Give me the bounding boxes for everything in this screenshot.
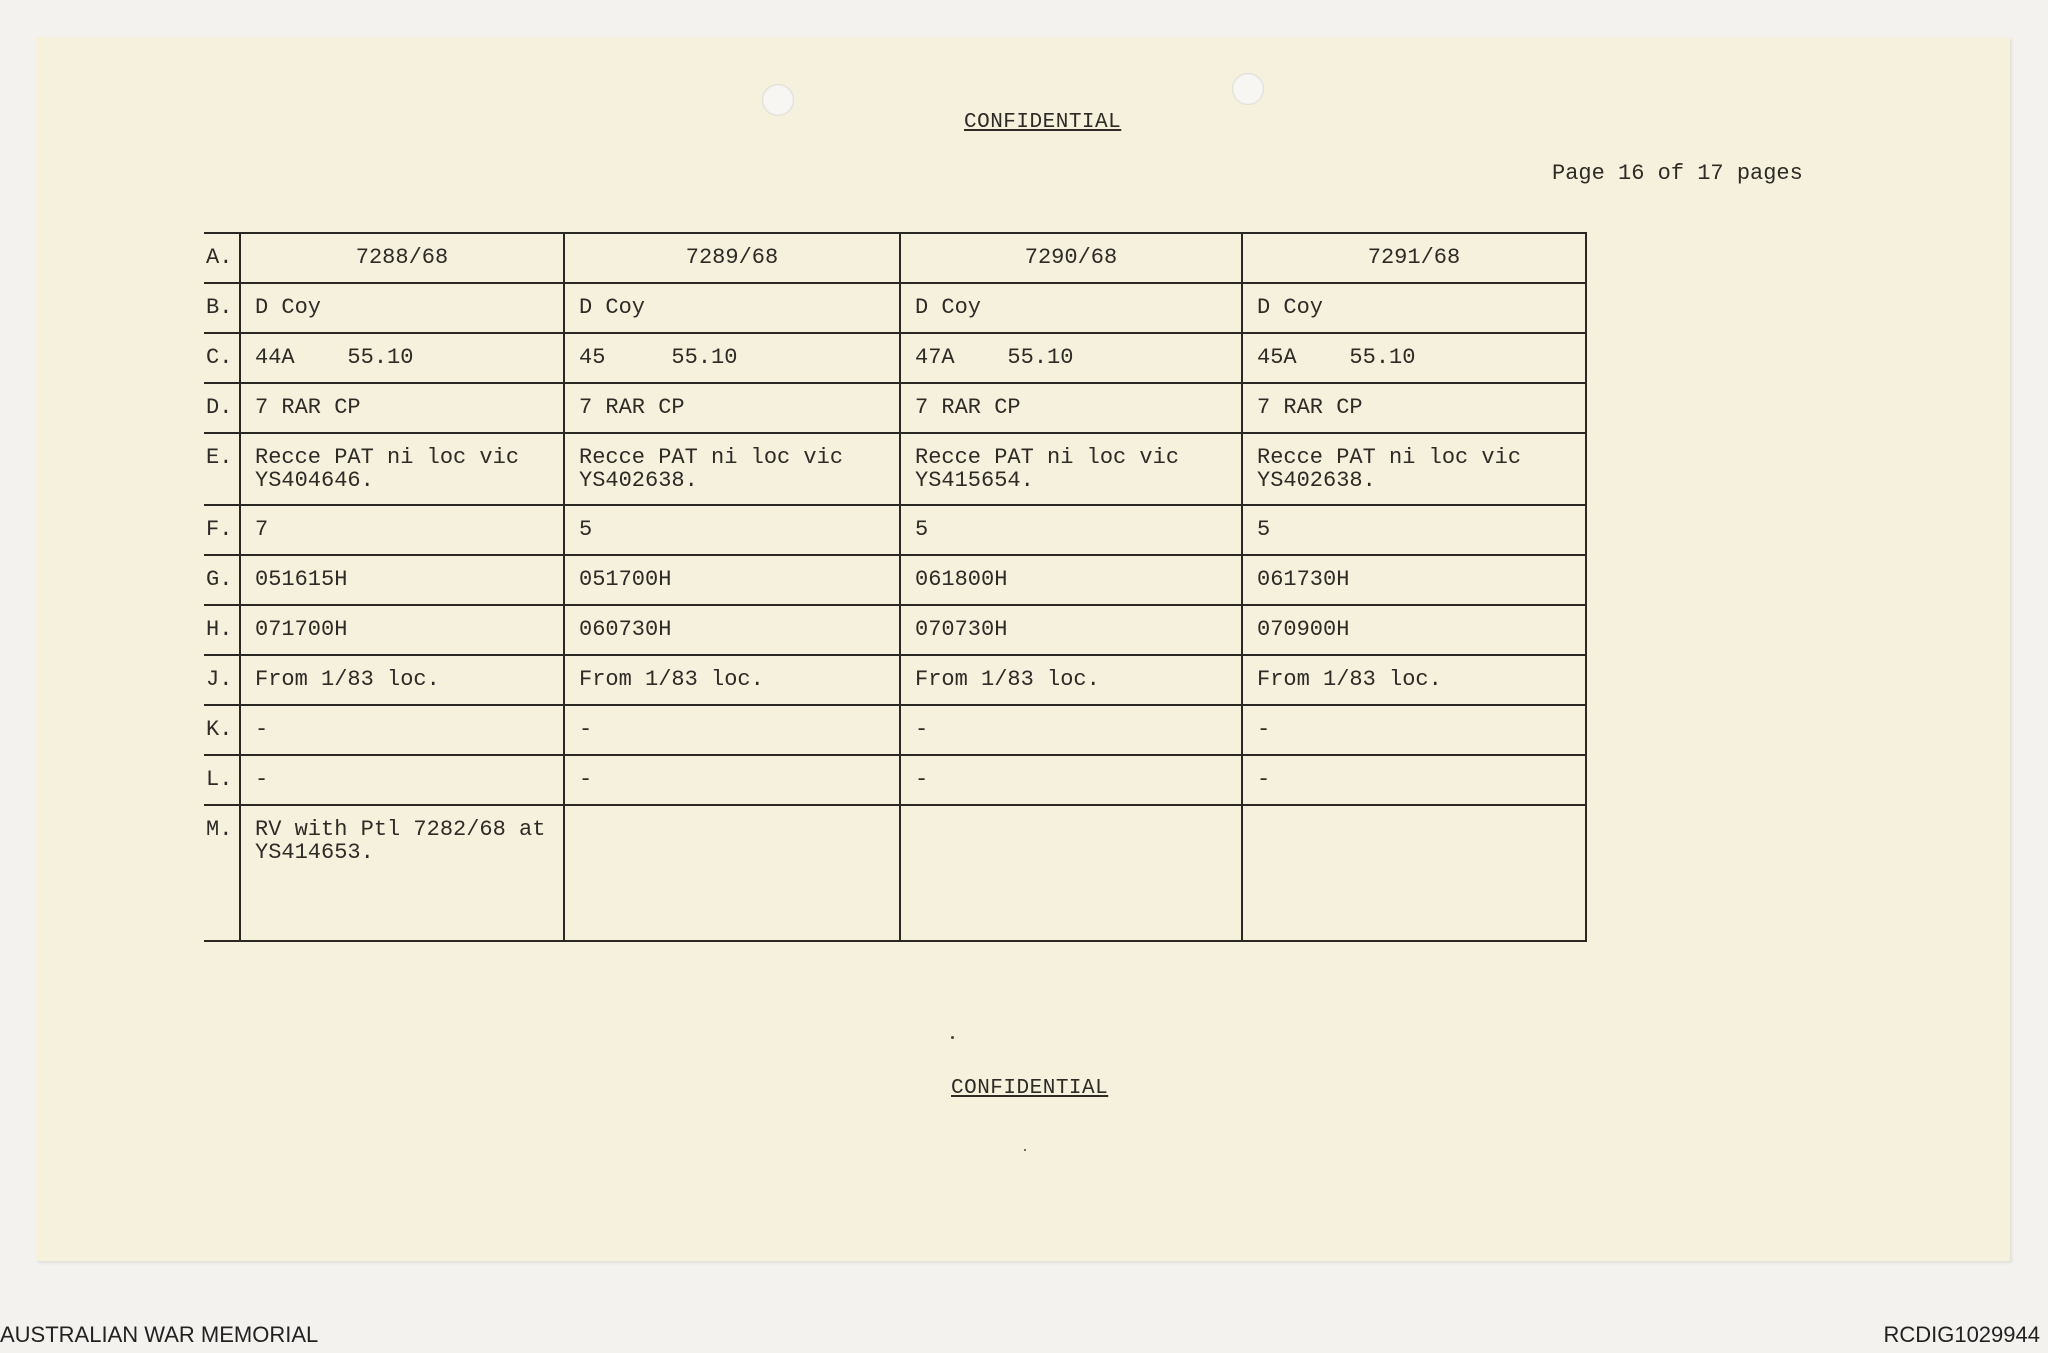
table-cell: 7 RAR CP <box>240 383 564 433</box>
table-cell: - <box>900 755 1242 805</box>
credit-left: AUSTRALIAN WAR MEMORIAL <box>0 1322 319 1347</box>
confidential-header: CONFIDENTIAL <box>964 111 1122 134</box>
table-cell: - <box>564 705 900 755</box>
row-label: K. <box>204 705 240 755</box>
table-row <box>204 433 1586 505</box>
table-cell: - <box>900 705 1242 755</box>
table-cell: 061730H <box>1242 555 1586 605</box>
table-cell: From 1/83 loc. <box>240 655 564 705</box>
table-row <box>204 283 1586 333</box>
table-row <box>204 383 1586 433</box>
row-label: A. <box>204 233 240 283</box>
row-label: L. <box>204 755 240 805</box>
row-label: E. <box>204 433 240 505</box>
table-row <box>204 655 1586 705</box>
table-row <box>204 333 1586 383</box>
table-cell: Recce PAT ni loc vic YS404646. <box>240 433 564 505</box>
table-cell: 061800H <box>900 555 1242 605</box>
patrol-number-cell: 7289/68 <box>564 233 900 283</box>
table-cell: - <box>240 755 564 805</box>
table-row <box>204 605 1586 655</box>
table-cell: 5 <box>564 505 900 555</box>
table-cell: 45 55.10 <box>564 333 900 383</box>
patrol-table <box>204 232 1587 942</box>
row-label: M. <box>204 805 240 941</box>
row-label: G. <box>204 555 240 605</box>
row-label: F. <box>204 505 240 555</box>
table-cell: - <box>240 705 564 755</box>
table-cell: 070730H <box>900 605 1242 655</box>
table-row <box>204 705 1586 755</box>
table-cell: 7 RAR CP <box>564 383 900 433</box>
table-cell: From 1/83 loc. <box>564 655 900 705</box>
table-cell: 060730H <box>564 605 900 655</box>
table-cell: 45A 55.10 <box>1242 333 1586 383</box>
ink-speck <box>1024 1149 1026 1151</box>
table-cell: From 1/83 loc. <box>900 655 1242 705</box>
table-cell <box>1242 805 1586 941</box>
ink-speck <box>951 1036 954 1039</box>
table-cell: Recce PAT ni loc vic YS402638. <box>564 433 900 505</box>
table-cell: 7 <box>240 505 564 555</box>
table-row <box>204 233 1586 283</box>
punch-hole-right <box>1232 73 1264 105</box>
table-row <box>204 805 1586 941</box>
table-cell: 7 RAR CP <box>1242 383 1586 433</box>
table-cell <box>900 805 1242 941</box>
table-row <box>204 755 1586 805</box>
credit-right: RCDIG1029944 <box>1883 1322 2040 1347</box>
table-cell: D Coy <box>240 283 564 333</box>
table-cell: Recce PAT ni loc vic YS402638. <box>1242 433 1586 505</box>
patrol-number-cell: 7288/68 <box>240 233 564 283</box>
confidential-footer: CONFIDENTIAL <box>951 1077 1109 1100</box>
table-cell: D Coy <box>564 283 900 333</box>
table-cell <box>564 805 900 941</box>
table-cell: - <box>1242 705 1586 755</box>
row-label: D. <box>204 383 240 433</box>
table-cell: 44A 55.10 <box>240 333 564 383</box>
table-cell: 7 RAR CP <box>900 383 1242 433</box>
row-label: J. <box>204 655 240 705</box>
table-cell: 070900H <box>1242 605 1586 655</box>
table-cell: 47A 55.10 <box>900 333 1242 383</box>
table-cell: D Coy <box>1242 283 1586 333</box>
table-row <box>204 505 1586 555</box>
table-row <box>204 555 1586 605</box>
table-cell: 051615H <box>240 555 564 605</box>
patrol-number-cell: 7290/68 <box>900 233 1242 283</box>
punch-hole-left <box>762 84 794 116</box>
table-cell: From 1/83 loc. <box>1242 655 1586 705</box>
table-cell: 5 <box>1242 505 1586 555</box>
row-label: B. <box>204 283 240 333</box>
table-cell: 051700H <box>564 555 900 605</box>
table-cell: D Coy <box>900 283 1242 333</box>
row-label: C. <box>204 333 240 383</box>
table-cell: 5 <box>900 505 1242 555</box>
page-number: Page 16 of 17 pages <box>1552 161 1803 186</box>
table-cell: 071700H <box>240 605 564 655</box>
row-label: H. <box>204 605 240 655</box>
table-cell: RV with Ptl 7282/68 at YS414653. <box>240 805 564 941</box>
table-cell: - <box>564 755 900 805</box>
patrol-number-cell: 7291/68 <box>1242 233 1586 283</box>
table-cell: Recce PAT ni loc vic YS415654. <box>900 433 1242 505</box>
table-cell: - <box>1242 755 1586 805</box>
